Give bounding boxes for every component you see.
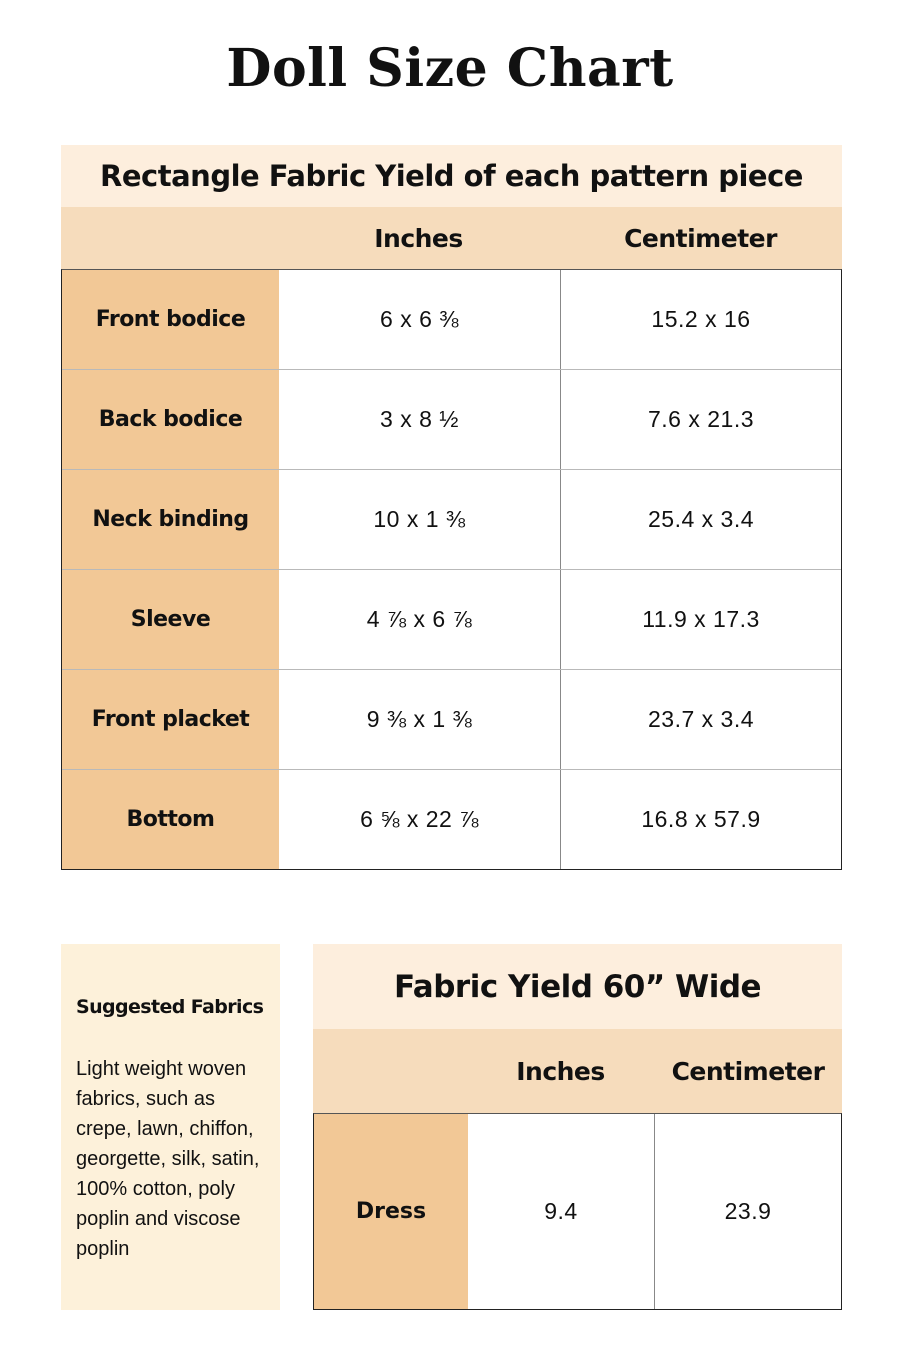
inches-cell: 3 x 8 ½: [279, 370, 561, 469]
table-row: [62, 270, 841, 369]
inches-cell: 6 x 6 ⅜: [279, 270, 561, 369]
suggested-fabrics-panel: [61, 944, 280, 1310]
centimeter-cell: 25.4 x 3.4: [647, 506, 755, 532]
pattern-yield-body: [61, 269, 842, 870]
row-label: Front bodice: [62, 270, 279, 369]
centimeter-cell: 11.9 x 17.3: [642, 606, 760, 632]
row-label: Neck binding: [62, 470, 279, 569]
pattern-yield-heading: Rectangle Fabric Yield of each pattern piece: [61, 145, 842, 207]
suggested-fabrics-text: Light weight woven fabrics, such as crepe, lawn, chiffon, georgette, silk, satin, 100% cotton, poly poplin and viscose poplin: [76, 1058, 260, 1260]
inches-cell: 6 ⅝ x 22 ⅞: [279, 770, 561, 869]
inches-cell: 9 ⅜ x 1 ⅜: [279, 670, 561, 769]
table-row: [62, 769, 841, 869]
pattern-yield-table: [61, 145, 842, 870]
column-header-inches: Inches: [516, 1056, 605, 1086]
centimeter-cell: 15.2 x 16: [651, 306, 751, 332]
pattern-yield-column-headers: [61, 207, 842, 269]
fabric-yield-heading: Fabric Yield 60” Wide: [313, 944, 842, 1029]
row-label: Front placket: [62, 670, 279, 769]
page-title: Doll Size Chart: [226, 38, 674, 99]
suggested-fabrics-title: Suggested Fabrics: [76, 996, 264, 1018]
centimeter-cell: 7.6 x 21.3: [647, 406, 755, 432]
table-row: [62, 469, 841, 569]
fabric-yield-body: [313, 1113, 842, 1310]
inches-cell: 10 x 1 ⅜: [279, 470, 561, 569]
table-row: [62, 369, 841, 469]
fabric-yield-column-headers: [313, 1029, 842, 1113]
table-row: [62, 569, 841, 669]
centimeter-cell: 23.9: [724, 1198, 772, 1224]
column-header-inches: Inches: [374, 223, 463, 253]
centimeter-cell: 16.8 x 57.9: [641, 806, 761, 832]
inches-cell: 9.4: [468, 1114, 655, 1309]
row-label: Sleeve: [62, 570, 279, 669]
table-row: [314, 1114, 841, 1309]
centimeter-cell: 23.7 x 3.4: [647, 706, 755, 732]
column-header-centimeter: Centimeter: [624, 223, 777, 253]
inches-cell: 4 ⅞ x 6 ⅞: [279, 570, 561, 669]
row-label: Back bodice: [62, 370, 279, 469]
row-label: Dress: [314, 1114, 468, 1309]
table-row: [62, 669, 841, 769]
row-label: Bottom: [62, 770, 279, 869]
column-header-centimeter: Centimeter: [671, 1056, 825, 1086]
fabric-yield-table: [313, 944, 842, 1310]
